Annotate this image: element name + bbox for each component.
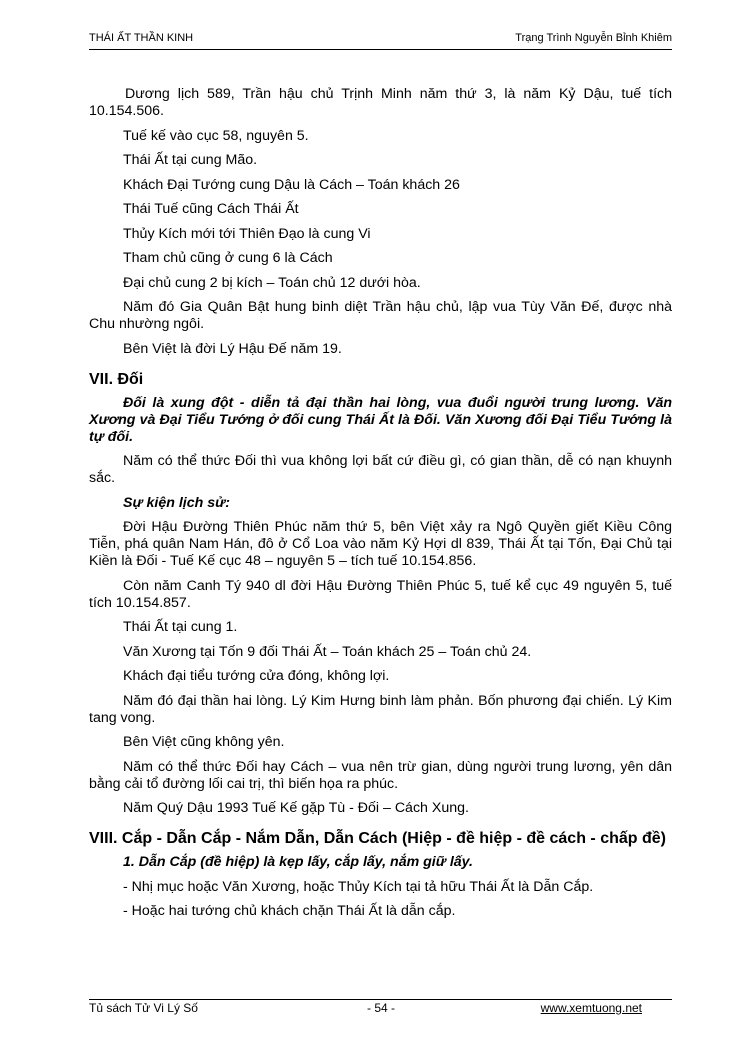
list-item: - Nhị mục hoặc Văn Xương, hoặc Thủy Kích tại tả hữu Thái Ất là Dẫn Cắp. bbox=[123, 878, 594, 895]
body-paragraph: Tuế kế vào cục 58, nguyên 5. bbox=[123, 127, 309, 144]
footer-series-title: Tủ sách Tử Vi Lý Số bbox=[89, 1001, 198, 1015]
event-paragraph: Văn Xương tại Tốn 9 đối Thái Ất – Toán khách 25 – Toán chủ 24. bbox=[123, 643, 532, 660]
body-paragraph: Thủy Kích mới tới Thiên Đạo là cung Vi bbox=[123, 225, 371, 242]
event-paragraph: Năm có thể thức Đối hay Cách – vua nên trừ gian, dùng người trung lương, yên dân bằng cải tổ đường lối cai trị, thì biến họa ra phúc. bbox=[89, 758, 672, 792]
subheading-historical-events: Sự kiện lịch sử: bbox=[123, 494, 230, 511]
section-heading-doi: VII. Đối bbox=[89, 370, 144, 388]
event-paragraph: Năm đó đại thần hai lòng. Lý Kim Hưng binh làm phản. Bốn phương đại chiến. Lý Kim tang vong. bbox=[89, 692, 672, 726]
list-item: - Hoặc hai tướng chủ khách chặn Thái Ất là dẫn cắp. bbox=[123, 903, 456, 919]
page-number: - 54 - bbox=[367, 1001, 396, 1015]
event-paragraph: Khách đại tiểu tướng cửa đóng, không lợi. bbox=[123, 668, 390, 684]
body-paragraph: Đại chủ cung 2 bị kích – Toán chủ 12 dưới hòa. bbox=[123, 274, 421, 291]
body-paragraph: Bên Việt là đời Lý Hậu Đế năm 19. bbox=[123, 340, 342, 357]
subsection-heading: 1. Dẫn Cắp (đề hiệp) là kẹp lấy, cắp lấy, nắm giữ lấy. bbox=[123, 854, 473, 870]
header-rule bbox=[89, 49, 672, 50]
footer-rule bbox=[89, 999, 672, 1000]
event-paragraph: Năm Quý Dậu 1993 Tuế Kế gặp Tù - Đối – Cách Xung. bbox=[123, 800, 469, 816]
body-paragraph: Dương lịch 589, Trần hậu chủ Trịnh Minh năm thứ 3, là năm Kỷ Dậu, tuế tích 10.154.506. bbox=[89, 86, 672, 119]
page-header bbox=[89, 32, 672, 50]
body-paragraph: Năm đó Gia Quân Bật hung binh diệt Trần hậu chủ, lập vua Tùy Văn Đế, được nhà Chu nhường ngôi. bbox=[89, 299, 672, 332]
footer-website-link[interactable]: www.xemtuong.net bbox=[540, 1001, 642, 1015]
body-paragraph: Thái Ất tại cung Mão. bbox=[123, 152, 258, 168]
page-footer bbox=[89, 1001, 672, 1017]
section-heading-cap: VIII. Cắp - Dẫn Cắp - Nắm Dẫn, Dẫn Cách (Hiệp - đề hiệp - đề cách - chấp đề) bbox=[89, 830, 666, 847]
event-paragraph: Bên Việt cũng không yên. bbox=[123, 734, 285, 750]
body-paragraph: Thái Tuế cũng Cách Thái Ất bbox=[123, 201, 299, 217]
header-author: Trạng Trình Nguyễn Bỉnh Khiêm bbox=[515, 32, 672, 44]
event-paragraph: Thái Ất tại cung 1. bbox=[123, 619, 238, 635]
page-body bbox=[89, 86, 672, 928]
body-paragraph: Khách Đại Tướng cung Dậu là Cách – Toán khách 26 bbox=[123, 176, 460, 193]
event-paragraph: Còn năm Canh Tý 940 dl đời Hậu Đường Thiên Phúc 5, tuế kể cục 49 nguyên 5, tuế tích 10.154.857. bbox=[89, 577, 672, 611]
body-paragraph: Năm có thể thức Đối thì vua không lợi bất cứ điều gì, có gian thần, dễ có nạn khuynh sắc. bbox=[89, 453, 672, 486]
body-paragraph: Tham chủ cũng ở cung 6 là Cách bbox=[123, 250, 333, 266]
event-paragraph: Đời Hậu Đường Thiên Phúc năm thứ 5, bên Việt xảy ra Ngô Quyền giết Kiều Công Tiễn, phá quân Nam Hán, đô ở Cổ Loa vào năm Kỷ Hợi dl 839, Thái Ất tại Tốn, Đại Chủ tại Kiền là Đối - Tuế Kế cục 48 – nguyên 5 – tích tuế 10.154.856. bbox=[89, 519, 672, 569]
header-book-title: THÁI ẤT THẦN KINH bbox=[89, 32, 194, 44]
section-intro: Đối là xung đột - diễn tả đại thần hai lòng, vua đuổi người trung lương. Văn Xương và Đại Tiểu Tướng ở đối cung Thái Ất là Đối. Văn Xương đối Đại Tiểu Tướng là tự đối. bbox=[89, 394, 672, 445]
